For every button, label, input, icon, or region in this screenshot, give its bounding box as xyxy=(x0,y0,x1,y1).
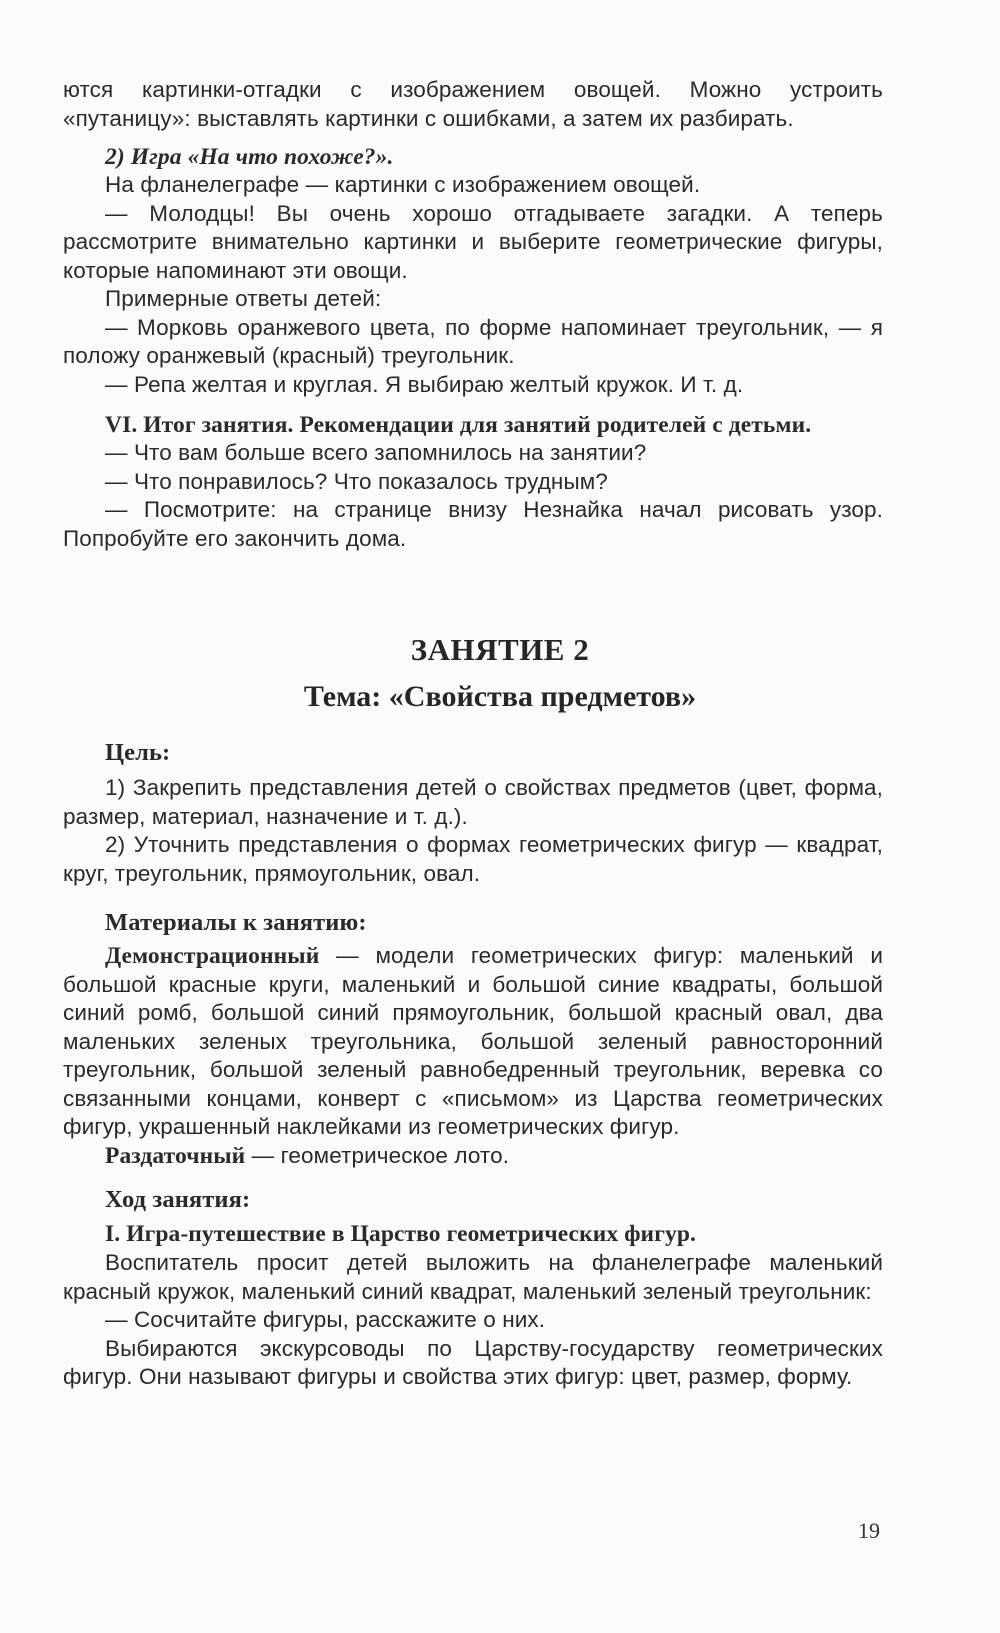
lesson-theme: Тема: «Свойства предметов» xyxy=(303,680,697,713)
demo-text: — модели геометрических фигур: маленький и большой красные круги, маленький и большой синие квадраты, большой синий ромб, большой синий прямоугольник, большой красный овал, два маленьких зеленых треугольника, большой зеленый равносторонний треугольник, большой зеленый равнобедренный треугольник, веревка со связанными концами, конверт с «письмом» из Царства геометрических фигур, украшенный наклейками из геометрических фигур. xyxy=(63,943,883,1139)
lesson-title: ЗАНЯТИЕ 2 xyxy=(410,632,590,667)
handout-label: Раздаточный xyxy=(105,1142,246,1169)
answer-carrot: — Морковь оранжевого цвета, по форме напоминает треугольник, — я положу оранжевый (красный) треугольник. xyxy=(63,314,883,368)
step-1-paragraph-2: — Сосчитайте фигуры, расскажите о них. xyxy=(105,1307,546,1332)
question-remembered: — Что вам больше всего запомнилось на занятии? xyxy=(105,440,647,465)
question-liked: — Что понравилось? Что показалось трудным? xyxy=(105,468,608,494)
step-1-heading: I. Игра-путешествие в Царство геометрических фигур. xyxy=(105,1221,696,1247)
demo-label: Демонстрационный xyxy=(105,943,320,969)
game-2-heading: 2) Игра «На что похоже?». xyxy=(105,144,394,170)
course-section xyxy=(63,1185,883,1392)
question-pattern: — Посмотрите: на странице внизу Незнайка начал рисовать узор. Попробуйте его закончить дома. xyxy=(63,497,883,551)
course-heading: Ход занятия: xyxy=(105,1186,251,1213)
answer-turnip: — Репа желтая и круглая. Я выбираю желтый кружок. И т. д. xyxy=(105,371,744,397)
goal-item-1: 1) Закрепить представления детей о свойствах предметов (цвет, форма, размер, материал, назначение и т. д.). xyxy=(63,775,883,829)
goal-section xyxy=(63,738,883,888)
summary-heading: VI. Итог занятия. Рекомендации для занятий родителей с детьми. xyxy=(105,412,812,438)
paragraph-teacher-speech: — Молодцы! Вы очень хорошо отгадываете загадки. А теперь рассмотрите внимательно картинки и выберите геометрические фигуры, которые напоминают эти овощи. xyxy=(63,200,883,283)
materials-section xyxy=(63,908,883,1170)
goal-heading: Цель: xyxy=(105,739,171,766)
step-1-paragraph-3: Выбираются экскурсоводы по Царству-государству геометрических фигур. Они называют фигуры и свойства этих фигур: цвет, размер, форму. xyxy=(63,1335,883,1389)
top-section xyxy=(63,76,883,553)
handout-text: — геометрическое лото. xyxy=(245,1142,510,1168)
materials-handout xyxy=(63,1142,883,1171)
goal-item-2: 2) Уточнить представления о формах геометрических фигур — квадрат, круг, треугольник, прямоугольник, овал. xyxy=(63,832,883,886)
materials-heading: Материалы к занятию: xyxy=(105,909,367,936)
paragraph-flannelgraph: На фланелеграфе — картинки с изображением овощей. xyxy=(105,172,701,197)
paragraph-continuation: ются картинки-отгадки с изображением овощей. Можно устроить «путаницу»: выставлять картинки с ошибками, а затем их разбирать. xyxy=(63,77,883,131)
materials-demo xyxy=(63,942,883,1142)
step-1-paragraph-1: Воспитатель просит детей выложить на фланелеграфе маленький красный кружок, маленький синий квадрат, маленький зеленый треугольник: xyxy=(63,1250,883,1304)
page-number: 19 xyxy=(858,1518,880,1543)
paragraph-sample-answers: Примерные ответы детей: xyxy=(105,286,382,311)
